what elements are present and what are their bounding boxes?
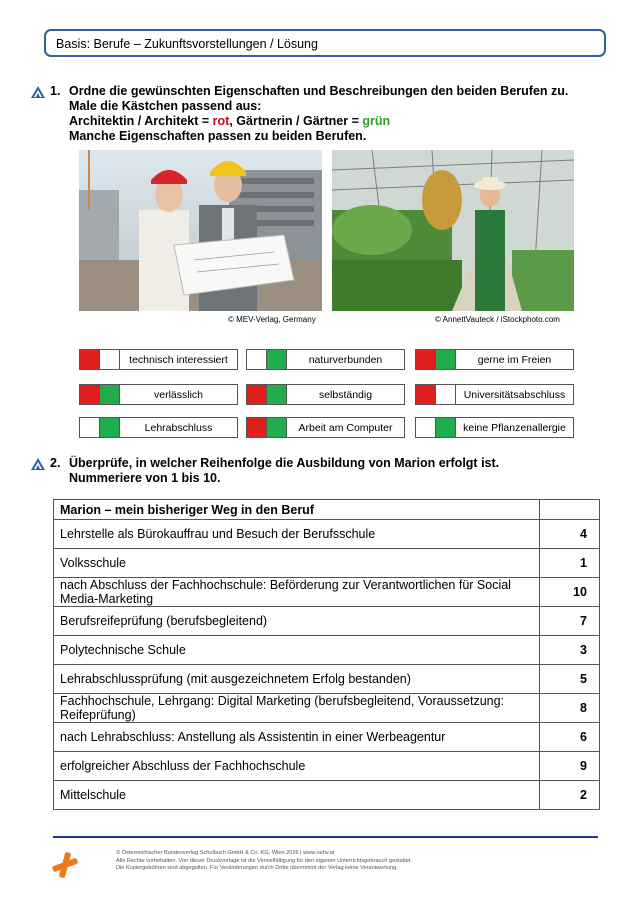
gardener-checkbox[interactable] <box>267 350 287 369</box>
photo-architects <box>79 150 322 311</box>
architect-checkbox[interactable] <box>247 350 267 369</box>
step-description: Lehrabschlussprüfung (mit ausgezeichnetem Erfolg bestanden) <box>54 665 540 694</box>
step-number[interactable]: 2 <box>540 781 600 810</box>
publisher-logo-icon <box>52 852 78 878</box>
step-number[interactable]: 5 <box>540 665 600 694</box>
step-description: erfolgreicher Abschluss der Fachhochschule <box>54 752 540 781</box>
step-description: nach Abschluss der Fachhochschule: Beförderung zur Verantwortlichen für Social Media-Marketing <box>54 578 540 607</box>
architect-checkbox[interactable] <box>80 350 100 369</box>
step-description: Mittelschule <box>54 781 540 810</box>
photo-gardener <box>332 150 574 311</box>
footer-line1: © Österreichischer Bundesverlag Schulbuch GmbH & Co. KG, Wien 2026 | www.oebv.at <box>116 850 335 856</box>
architect-checkbox[interactable] <box>416 350 436 369</box>
step-description: Volksschule <box>54 549 540 578</box>
architect-checkbox[interactable] <box>80 418 100 437</box>
step-description: Lehrstelle als Bürokauffrau und Besuch der Berufsschule <box>54 520 540 549</box>
table-row <box>54 723 600 752</box>
table-row <box>54 607 600 636</box>
table-row <box>54 752 600 781</box>
task1-number: 1. <box>50 84 61 98</box>
architect-checkbox[interactable] <box>416 385 436 404</box>
step-number[interactable]: 8 <box>540 694 600 723</box>
property-label: gerne im Freien <box>477 353 552 366</box>
credit-left: © MEV-Verlag, Germany <box>228 315 316 324</box>
task-level-icon <box>31 458 45 470</box>
table-header: Marion – mein bisheriger Weg in den Beruf <box>54 500 540 520</box>
task-level-icon <box>31 86 45 98</box>
step-number[interactable]: 7 <box>540 607 600 636</box>
property-label: Universitätsabschluss <box>463 388 566 401</box>
page-header <box>44 29 606 57</box>
gardener-checkbox[interactable] <box>267 385 287 404</box>
task2-number: 2. <box>50 456 61 470</box>
property-item <box>246 384 405 405</box>
gardener-checkbox[interactable] <box>100 418 120 437</box>
task2-instructions <box>69 456 609 486</box>
architect-checkbox[interactable] <box>247 418 267 437</box>
property-item <box>246 349 405 370</box>
property-label: Lehrabschluss <box>144 421 213 434</box>
task1-red-word: rot <box>212 114 230 128</box>
footer-line2: Alle Rechte vorbehalten. Von dieser Druckvorlage ist die Vervielfältigung für den eigenen Unterrichtsgebrauch gestattet. <box>116 857 413 864</box>
step-number[interactable]: 3 <box>540 636 600 665</box>
step-description: Berufsreifeprüfung (berufsbegleitend) <box>54 607 540 636</box>
table-row <box>54 636 600 665</box>
gardener-checkbox[interactable] <box>436 418 456 437</box>
property-item <box>79 349 238 370</box>
architect-checkbox[interactable] <box>80 385 100 404</box>
step-number[interactable]: 6 <box>540 723 600 752</box>
property-label: selbständig <box>318 388 373 401</box>
table-header-number <box>540 500 600 520</box>
property-item <box>415 417 574 438</box>
task1-line1: Ordne die gewünschten Eigenschaften und Beschreibungen den beiden Berufen zu. <box>69 84 569 98</box>
task2-line2: Nummeriere von 1 bis 10. <box>69 471 221 485</box>
career-path-table <box>53 499 600 810</box>
step-description: nach Lehrabschluss: Anstellung als Assistentin in einer Werbeagentur <box>54 723 540 752</box>
gardener-checkbox[interactable] <box>436 385 456 404</box>
property-label: keine Pflanzenallergie <box>463 421 566 434</box>
step-number[interactable]: 1 <box>540 549 600 578</box>
property-label: technisch interessiert <box>129 353 228 366</box>
table-row <box>54 578 600 607</box>
task1-line3 <box>69 114 609 129</box>
footer-line3: Die Kopiergebühren sind abgegolten. Für Veränderungen durch Dritte übernimmt der Verlag keine Verantwortung. <box>116 865 398 871</box>
step-number[interactable]: 9 <box>540 752 600 781</box>
task1-line3-a: Architektin / Architekt = <box>69 114 213 128</box>
page-title: Basis: Berufe – Zukunftsvorstellungen / Lösung <box>56 37 318 51</box>
gardener-checkbox[interactable] <box>100 385 120 404</box>
table-row <box>54 520 600 549</box>
task2-line1: Überprüfe, in welcher Reihenfolge die Ausbildung von Marion erfolgt ist. <box>69 456 500 470</box>
property-item <box>246 417 405 438</box>
footer-divider <box>53 836 598 838</box>
table-row <box>54 665 600 694</box>
gardener-checkbox[interactable] <box>436 350 456 369</box>
architect-checkbox[interactable] <box>247 385 267 404</box>
table-row <box>54 781 600 810</box>
property-item <box>415 384 574 405</box>
property-item <box>79 417 238 438</box>
step-number[interactable]: 10 <box>540 578 600 607</box>
property-label: Arbeit am Computer <box>298 421 393 434</box>
footer-copyright <box>116 850 412 873</box>
table-row <box>54 694 600 723</box>
property-item <box>415 349 574 370</box>
property-label: naturverbunden <box>308 353 383 366</box>
architect-checkbox[interactable] <box>416 418 436 437</box>
step-description: Polytechnische Schule <box>54 636 540 665</box>
task1-line2: Male die Kästchen passend aus: <box>69 99 262 113</box>
gardener-checkbox[interactable] <box>267 418 287 437</box>
step-number[interactable]: 4 <box>540 520 600 549</box>
table-row <box>54 549 600 578</box>
task1-line4: Manche Eigenschaften passen zu beiden Berufen. <box>69 129 367 143</box>
task1-instructions <box>69 84 609 144</box>
credit-right: © AnnettVauteck / iStockphoto.com <box>435 315 560 324</box>
gardener-checkbox[interactable] <box>100 350 120 369</box>
property-item <box>79 384 238 405</box>
step-description: Fachhochschule, Lehrgang: Digital Marketing (berufsbegleitend, Voraussetzung: Reifeprüfung) <box>54 694 540 723</box>
task1-green-word: grün <box>362 114 391 128</box>
task1-line3-b: , Gärtnerin / Gärtner = <box>229 114 363 128</box>
property-label: verlässlich <box>153 388 203 401</box>
